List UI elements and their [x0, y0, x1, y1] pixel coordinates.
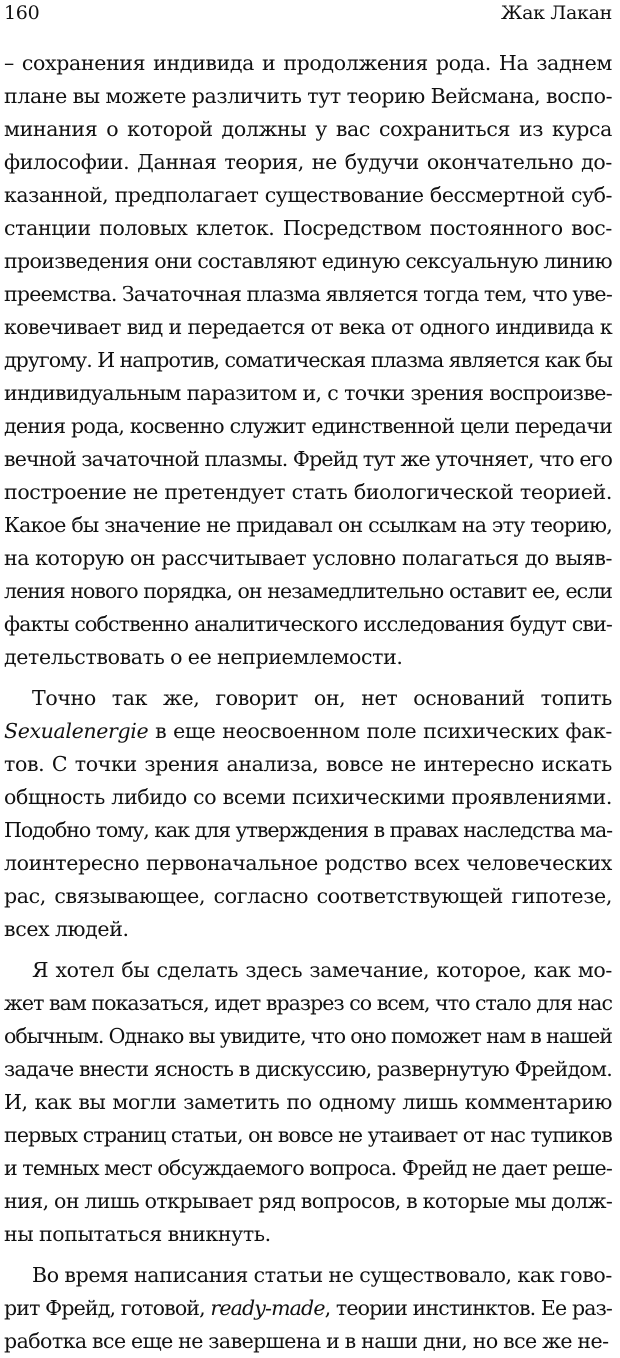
text-run: Подобно тому, как для утверждения в правах наследства ма- — [4, 818, 612, 842]
text-line — [4, 1325, 612, 1358]
italic-term: Sexualenergie — [4, 719, 149, 743]
paragraph-gap — [4, 946, 612, 954]
text-line — [4, 781, 612, 814]
text-run: ния, он лишь открывает ряд вопросов, в которые мы долж- — [4, 1189, 613, 1213]
text-run: дения рода, косвенно служит единственной цели передачи — [4, 414, 612, 438]
body-text — [4, 47, 612, 1358]
text-line — [4, 1119, 612, 1152]
text-line — [4, 682, 612, 715]
text-run: ления нового порядка, он незамедлительно оставит ее, если — [4, 579, 612, 603]
text-run: обычным. Однако вы увидите, что оно поможет нам в нашей — [4, 1024, 612, 1048]
text-line — [4, 1020, 612, 1053]
text-run: первых страниц статьи, он вовсе не утаивает от нас тупиков — [4, 1123, 612, 1147]
text-line — [4, 410, 612, 443]
text-line — [4, 1185, 612, 1218]
text-run: Какое бы значение не придавал он ссылкам на эту теорию, — [4, 513, 612, 537]
text-run: , теории инстинктов. Ее раз- — [324, 1296, 612, 1320]
text-run: индивидуальным паразитом и, с точки зрения воспроизве- — [4, 381, 612, 405]
text-line — [4, 1053, 612, 1086]
text-line — [4, 476, 612, 509]
text-run: преемства. Зачаточная плазма является тогда тем, что уве- — [4, 282, 612, 306]
text-line — [4, 575, 612, 608]
text-run: всех людей. — [4, 917, 129, 941]
text-line — [4, 344, 612, 377]
text-line — [4, 1259, 612, 1292]
text-run: тов. С точки зрения анализа, вовсе не интересно искать — [4, 752, 612, 776]
page-number: 160 — [4, 2, 40, 24]
text-run: рас, связывающее, согласно соответствующей гипотезе, — [4, 884, 612, 908]
text-run: казанной, предполагает существование бессмертной суб- — [4, 183, 612, 207]
text-run: общность либидо со всеми психическими проявлениями. — [4, 785, 612, 809]
text-line — [4, 245, 612, 278]
paragraph — [4, 954, 612, 1251]
text-run: рит Фрейд, готовой, — [4, 1296, 211, 1320]
text-line — [4, 278, 612, 311]
text-line — [4, 47, 612, 80]
text-line — [4, 814, 612, 847]
text-line — [4, 146, 612, 179]
text-run: И, как вы могли заметить по одному лишь комментарию — [4, 1090, 612, 1114]
text-line — [4, 608, 612, 641]
text-line — [4, 987, 612, 1020]
text-run: Точно так же, говорит он, нет оснований топить — [32, 686, 612, 710]
text-line — [4, 542, 612, 575]
text-line — [4, 880, 612, 913]
text-line — [4, 847, 612, 880]
page-header — [4, 2, 612, 32]
text-run: лоинтересно первоначальное родство всех человеческих — [4, 851, 612, 875]
paragraph-gap — [4, 674, 612, 682]
text-line — [4, 113, 612, 146]
text-run: философии. Данная теория, не будучи окончательно до- — [4, 150, 612, 174]
paragraph — [4, 682, 612, 946]
paragraph — [4, 47, 612, 674]
text-run: Я хотел бы сделать здесь замечание, которое, как мо- — [32, 958, 612, 982]
text-run: работка все еще не завершена и в наши дни, но все же не- — [4, 1329, 609, 1353]
running-title: Жак Лакан — [501, 2, 612, 24]
text-line — [4, 443, 612, 476]
paragraph-gap — [4, 1251, 612, 1259]
text-run: ны попытаться вникнуть. — [4, 1222, 271, 1246]
text-run: задаче внести ясность в дискуссию, развернутую Фрейдом. — [4, 1057, 612, 1081]
text-run: минания о которой должны у вас сохраниться из курса — [4, 117, 612, 141]
text-line — [4, 80, 612, 113]
text-run: жет вам показаться, идет вразрез со всем, что стало для нас — [4, 991, 612, 1015]
text-run: построение не претендует стать биологической теорией. — [4, 480, 612, 504]
paragraph — [4, 1259, 612, 1358]
text-run: станции половых клеток. Посредством постоянного вос- — [4, 216, 612, 240]
text-line — [4, 641, 612, 674]
text-line — [4, 1292, 612, 1325]
text-line — [4, 913, 612, 946]
text-run: на которую он рассчитывает условно полагаться до выяв- — [4, 546, 612, 570]
text-run: Во время написания статьи не существовало, как гово- — [32, 1263, 612, 1287]
text-run: – сохранения индивида и продолжения рода. На заднем — [4, 51, 612, 75]
text-line — [4, 377, 612, 410]
text-run: плане вы можете различить тут теорию Вейсмана, воспо- — [4, 84, 613, 108]
text-run: ковечивает вид и передается от века от одного индивида к — [4, 315, 612, 339]
text-run: произведения они составляют единую сексуальную линию — [4, 249, 612, 273]
text-run: другому. И напротив, соматическая плазма является как бы — [4, 348, 612, 372]
text-line — [4, 179, 612, 212]
text-line — [4, 1152, 612, 1185]
text-line — [4, 311, 612, 344]
text-run: факты собственно аналитического исследования будут сви- — [4, 612, 612, 636]
italic-term: ready-made — [210, 1296, 325, 1320]
text-line — [4, 1086, 612, 1119]
text-line — [4, 509, 612, 542]
text-line — [4, 1218, 612, 1251]
text-run: в еще неосвоенном поле психических фак- — [148, 719, 612, 743]
text-line — [4, 748, 612, 781]
text-run: и темных мест обсуждаемого вопроса. Фрейд не дает реше- — [4, 1156, 612, 1180]
text-line — [4, 212, 612, 245]
text-line — [4, 715, 612, 748]
text-run: вечной зачаточной плазмы. Фрейд тут же уточняет, что его — [4, 447, 612, 471]
text-run: детельствовать о ее неприемлемости. — [4, 645, 403, 669]
text-line — [4, 954, 612, 987]
